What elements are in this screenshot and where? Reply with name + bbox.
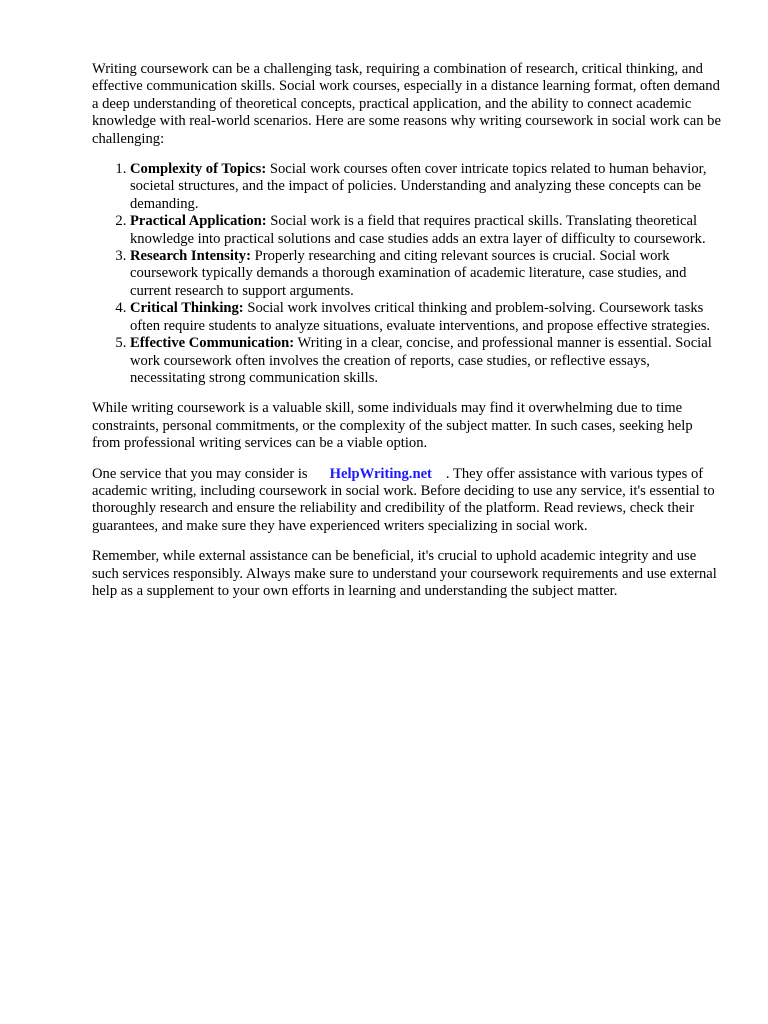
list-item-text: Writing in a clear, concise, and professional manner is essential. Social work coursework often involves the creation of reports, case studies, or reflective essays, necessitating strong communication skills. (130, 335, 712, 386)
list-item-title: Critical Thinking: (130, 300, 244, 317)
service-recommendation-paragraph (92, 466, 722, 536)
reasons-list (92, 161, 722, 387)
list-item-title: Effective Communication: (130, 335, 295, 352)
services-paragraph: While writing coursework is a valuable skill, some individuals may find it overwhelming due to time constraints, personal commitments, or the complexity of the subject matter. In such cases, seeking help from professional writing services can be a viable option. (92, 400, 693, 452)
list-item-text: Properly researching and citing relevant sources is crucial. Social work coursework typically demands a thorough examination of academic literature, case studies, and current research to support arguments. (130, 248, 687, 299)
helpwriting-link[interactable]: HelpWriting.net (329, 465, 432, 482)
list-item (130, 248, 722, 300)
list-item (130, 213, 722, 248)
list-item-title: Complexity of Topics: (130, 161, 267, 178)
intro-paragraph: Writing coursework can be a challenging task, requiring a combination of research, critical thinking, and effective communication skills. Social work courses, especially in a distance learning format, often demand a deep understanding of theoretical concepts, practical application, and the ability to connect academic knowledge with real-world scenarios. Here are some reasons why writing coursework in social work can be challenging: (92, 61, 721, 147)
list-item (130, 300, 722, 335)
list-item-title: Practical Application: (130, 213, 267, 230)
service-intro-text: One service that you may consider is (92, 465, 308, 482)
list-item (130, 335, 722, 387)
list-item-title: Research Intensity: (130, 248, 251, 265)
list-item-text: Social work courses often cover intricate topics related to human behavior, societal structures, and the impact of policies. Understanding and analyzing these concepts can be demanding. (130, 161, 707, 212)
list-item-text: Social work is a field that requires practical skills. Translating theoretical knowledge into practical solutions and case studies adds an extra layer of difficulty to coursework. (130, 213, 706, 247)
document-page (92, 61, 722, 613)
service-details-text: . They offer assistance with various types of academic writing, including coursework in social work. Before deciding to use any service, it's essential to thoroughly research and ensure the reliability and credibility of the platform. Read reviews, check their guarantees, and make sure they have experienced writers specializing in social work. (92, 465, 715, 534)
list-item-text: Social work involves critical thinking and problem-solving. Coursework tasks often require students to analyze situations, evaluate interventions, and propose effective strategies. (130, 300, 711, 334)
closing-paragraph: Remember, while external assistance can be beneficial, it's crucial to uphold academic integrity and use such services responsibly. Always make sure to understand your coursework requirements and use external help as a supplement to your own efforts in learning and understanding the subject matter. (92, 548, 717, 599)
list-item (130, 161, 722, 213)
